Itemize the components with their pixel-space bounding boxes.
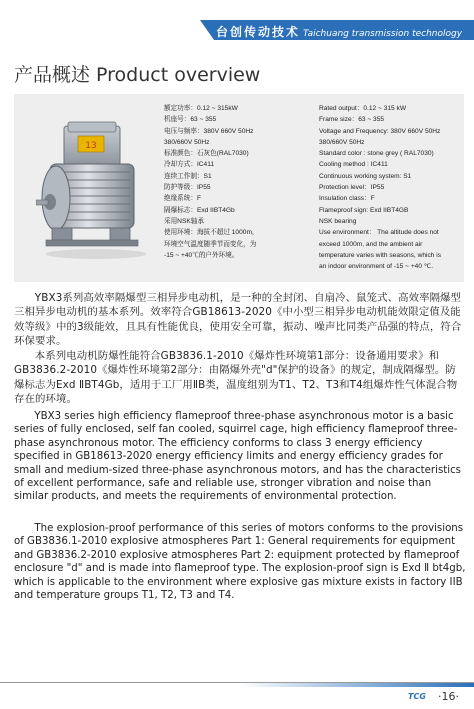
- brand-logo-text: TCG: [408, 692, 426, 701]
- spec-item: 380/660V 50Hz: [164, 138, 210, 146]
- spec-item: Rated output：0.12 ~ 315 kW: [319, 105, 407, 112]
- spec-item: Frame size：63 ~ 355: [319, 116, 385, 124]
- spec-item: -15 ~ +40℃的户外环境。: [164, 251, 239, 259]
- body-paragraph-cn-1: YBX3系列高效率隔爆型三相异步电动机，是一种的全封闭、自扇冷、鼠笼式、高效率隔爆型三相异步电动机的基本系列。效率符合GB18613-2020《中小型三相异步电动机能效限定值及能效等级》中的3级能效，且具有性能优良，使用安全可靠，振动、噪声比同类产品强的特点，符合环保要求。: [14, 292, 462, 347]
- section-title: 产品概述 Product overview: [14, 64, 261, 86]
- spec-list-en: [319, 103, 464, 272]
- body-paragraph-en-1: YBX3 series high efficiency flameproof three-phase asynchronous motor is a basic series of fully enclosed, self fan cooled, squirrel cage, high efficiency flameproof three-phase asynchronous motor. The efficiency conforms to class 3 energy efficiency specified in GB18613-2020 energy efficiency limits and energy efficiency grades for small and medium-sized three-phase asynchronous motors, and has the characteristics of excellent performance, safe and reliable use, stronger vibration and noise than similar products, and meets the requirements of environmental protection.: [14, 411, 461, 503]
- spec-item: 额定功率：0.12 ~ 315kW: [164, 105, 238, 112]
- spec-item: Protection level：IP55: [319, 184, 385, 192]
- spec-item: exceed 1000m, and the ambient air: [319, 240, 423, 248]
- brand-logo: [404, 690, 430, 702]
- header-text: [216, 23, 462, 40]
- spec-item: 机座号：63 ~ 355: [164, 116, 217, 124]
- footer-accent: [240, 683, 474, 687]
- spec-item: 连续工作制：S1: [164, 172, 212, 180]
- spec-item: 标准颜色：石灰色(RAL7030): [164, 150, 249, 158]
- spec-item: Continuous working system: S1: [319, 172, 412, 180]
- spec-item: Flameproof sign: Exd IIBT4GB: [319, 206, 409, 214]
- spec-item: Use environment： The altitude does not: [319, 229, 439, 237]
- body-paragraph-en-2: The explosion-proof performance of this series of motors conforms to the provisions of GB3836.1-2010 explosive atmospheres Part 1: General requirements for equipment and GB3836.2-2010 explosive atmospheres Part 2: equipment protected by flameproof enclosure "d" and is made into flameproof type. The explosion-proof sign is Exd Ⅱ bt4gb, which is applicable to the environment where explosive gas mixture exists in factory IIB and temperature groups T1, T2, T3 and T4.: [14, 523, 466, 602]
- spec-item: Insulation class：F: [319, 195, 375, 203]
- spec-list-cn: [164, 103, 314, 261]
- spec-item: 冷却方式：IC411: [164, 161, 215, 169]
- body-paragraph-cn-2: 本系列电动机防爆性能符合GB3836.1-2010《爆炸性环境第1部分：设备通用要求》和GB3836.2-2010《爆炸性环境第2部分：由隔爆外壳"d"保护的设备》的规定，制成隔爆型。防爆标志为Exd ⅡBT4Gb，适用于工厂用ⅡB类，温度组别为T1、T2、T3和T4组爆炸性气体混合物存在的环境。: [14, 350, 458, 405]
- spec-item: 绝缘系统：F: [164, 195, 201, 203]
- spec-item: 隔爆标志：Exd IIBT4Gb: [164, 206, 235, 214]
- spec-item: temperature varies with seasons, which is: [319, 251, 442, 259]
- header-title-cn: 台创传动技术: [216, 25, 301, 39]
- spec-item: 采用NSK轴承: [164, 217, 204, 225]
- motor-image: [36, 118, 156, 268]
- spec-item: 380/660V 50Hz: [319, 138, 365, 146]
- spec-item: Voltage and Frequency: 380V 660V 50Hz: [319, 127, 441, 135]
- motor-label: 13: [85, 141, 97, 151]
- spec-item: 防护等级：IP55: [164, 184, 211, 192]
- spec-item: an indoor environment of -15 ~ +40 ℃.: [319, 263, 434, 271]
- spec-item: 环境空气温度随季节而变化，为: [164, 240, 257, 248]
- spec-item: 使用环境：海拔不超过 1000m，: [164, 229, 259, 237]
- page-number: ·16·: [438, 690, 459, 703]
- spec-item: 电压与频率：380V 660V 50Hz: [164, 127, 254, 135]
- spec-item: Cooling method : IC411: [319, 161, 388, 169]
- header-title-en: Taichuang transmission technology: [303, 29, 463, 39]
- spec-item: NSK bearing: [319, 217, 357, 225]
- header-bar: [214, 20, 474, 40]
- spec-item: Standard color : stone grey ( RAL7030): [319, 150, 434, 158]
